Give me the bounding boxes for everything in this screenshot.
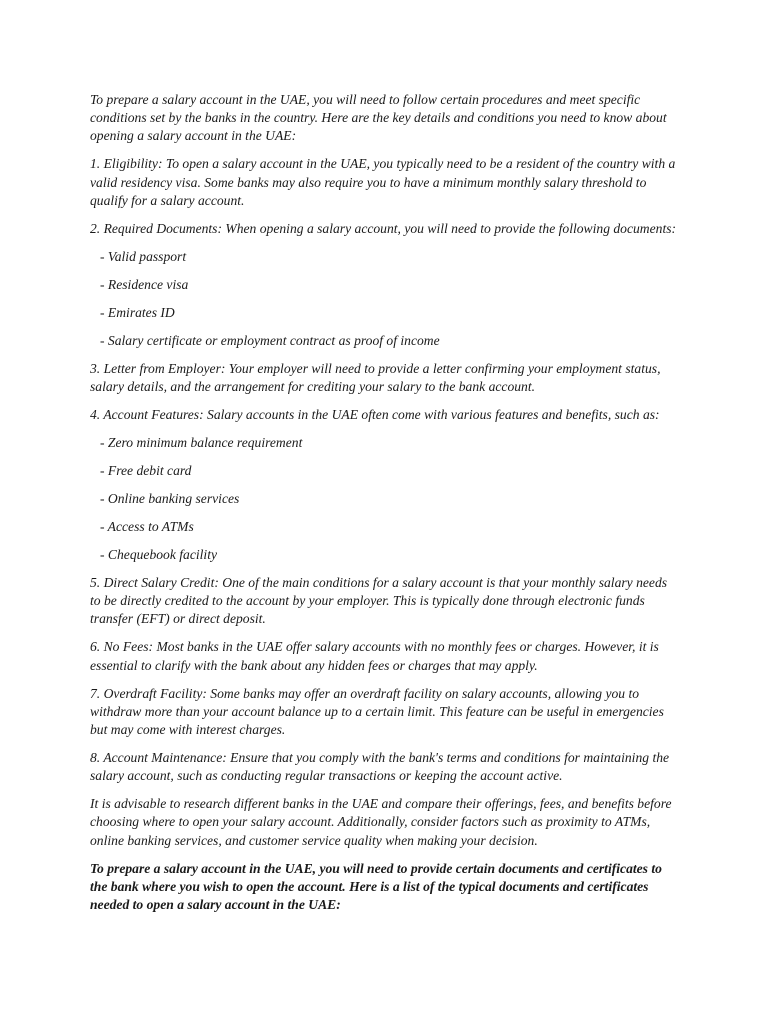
direct-salary-credit-paragraph: 5. Direct Salary Credit: One of the main conditions for a salary account is that your monthly salary needs to be directly credited to the account by your employer. This is typically done through electronic funds transfer (EFT) or direct deposit. [90,575,668,627]
list-item: - Salary certificate or employment contract as proof of income [100,332,440,348]
list-item: - Online banking services [100,491,240,507]
intro-paragraph: To prepare a salary account in the UAE, you will need to follow certain procedures and meet specific conditions set by the banks in the country. Here are the key details and conditions you need to know about opening a salary account in the UAE: [90,92,667,144]
document-page [90,91,680,924]
list-item: - Access to ATMs [100,519,194,535]
list-item: - Residence visa [100,276,189,292]
list-item: - Valid passport [100,248,187,264]
overdraft-paragraph: 7. Overdraft Facility: Some banks may offer an overdraft facility on salary accounts, allowing you to withdraw more than your account balance up to a certain limit. This feature can be useful in emergencies but may come with interest charges. [90,685,664,738]
advice-paragraph: It is advisable to research different banks in the UAE and compare their offerings, fees, and benefits before choosing where to open your salary account. Additionally, consider factors such as proximity to ATMs, online banking services, and customer service quality when making your decision. [90,796,672,848]
account-maintenance-paragraph: 8. Account Maintenance: Ensure that you comply with the bank's terms and conditions for maintaining the salary account, such as conducting regular transactions or keeping the account active. [90,750,670,784]
list-item: - Free debit card [100,463,192,479]
list-item: - Zero minimum balance requirement [100,435,303,451]
account-features-paragraph: 4. Account Features: Salary accounts in the UAE often come with various features and benefits, such as: [90,407,660,423]
required-documents-paragraph: 2. Required Documents: When opening a salary account, you will need to provide the following documents: [90,220,677,236]
employer-letter-paragraph: 3. Letter from Employer: Your employer will need to provide a letter confirming your employment status, salary details, and the arrangement for crediting your salary to the bank account. [90,360,661,395]
no-fees-paragraph: 6. No Fees: Most banks in the UAE offer salary accounts with no monthly fees or charges. However, it is essential to clarify with the bank about any hidden fees or charges that may apply. [90,639,659,673]
eligibility-paragraph: 1. Eligibility: To open a salary account in the UAE, you typically need to be a resident of the country with a valid residency visa. Some banks may also require you to have a minimum monthly salary threshold to qualify for a salary account. [90,156,676,208]
list-item: - Emirates ID [100,304,175,320]
bold-heading-paragraph: To prepare a salary account in the UAE, you will need to provide certain documents and certificates to the bank where you wish to open the account. Here is a list of the typical documents and certificates needed to open a salary account in the UAE: [90,860,662,913]
list-item: - Chequebook facility [100,547,218,563]
